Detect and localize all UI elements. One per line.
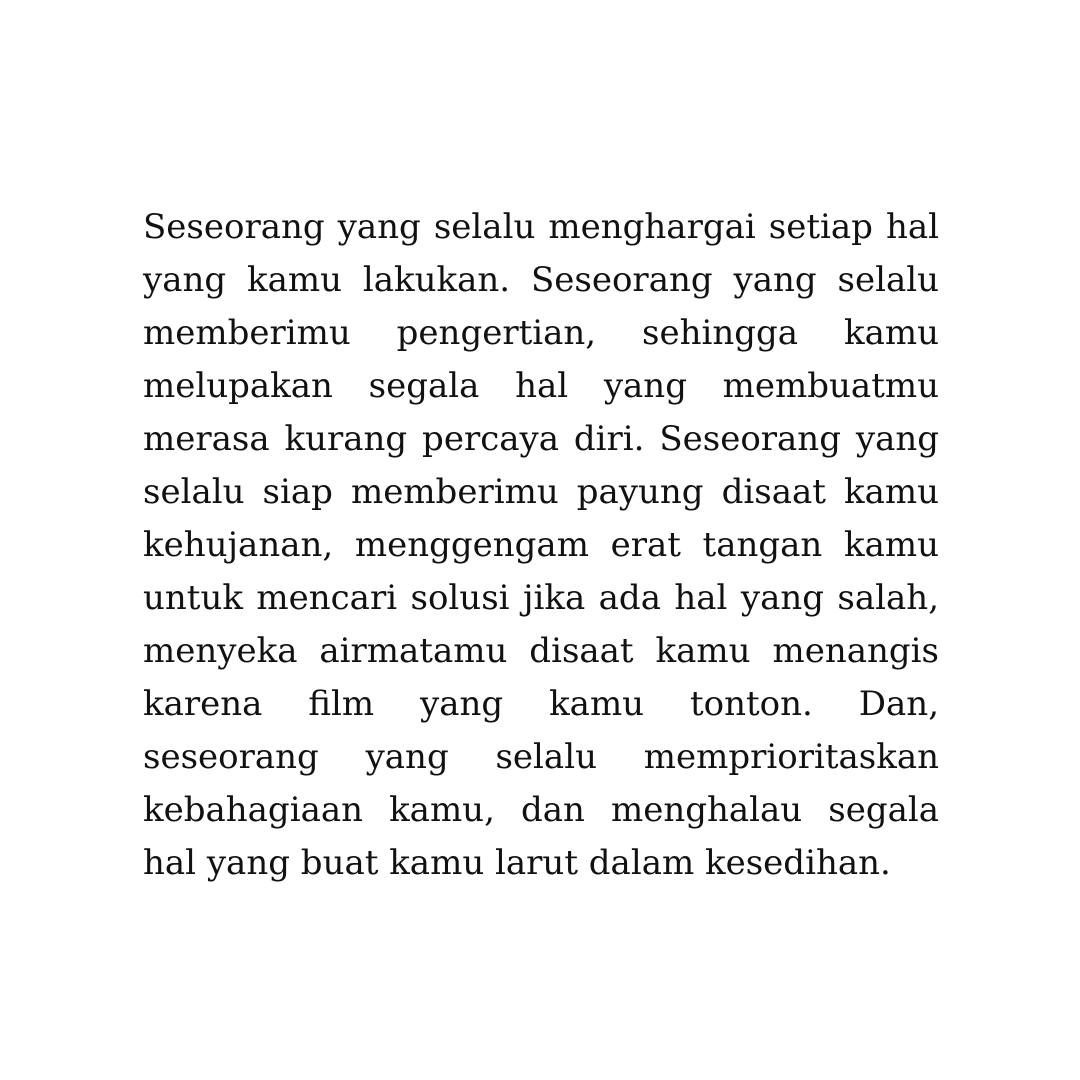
quote-paragraph: Seseorang yang selalu menghargai setiap hal yang kamu lakukan. Seseorang yang selalu memberimu pengertian, sehingga kamu melupakan segala hal yang membuatmu merasa kurang percaya diri. Seseorang yang selalu siap memberimu payung disaat kamu kehujanan, menggengam erat tangan kamu untuk mencari solusi jika ada hal yang salah, menyeka airmatamu disaat kamu menangis karena film yang kamu tonton. Dan, seseorang yang selalu memprioritaskan kebahagiaan kamu, dan menghalau segala hal yang buat kamu larut dalam kesedihan. (143, 207, 939, 883)
